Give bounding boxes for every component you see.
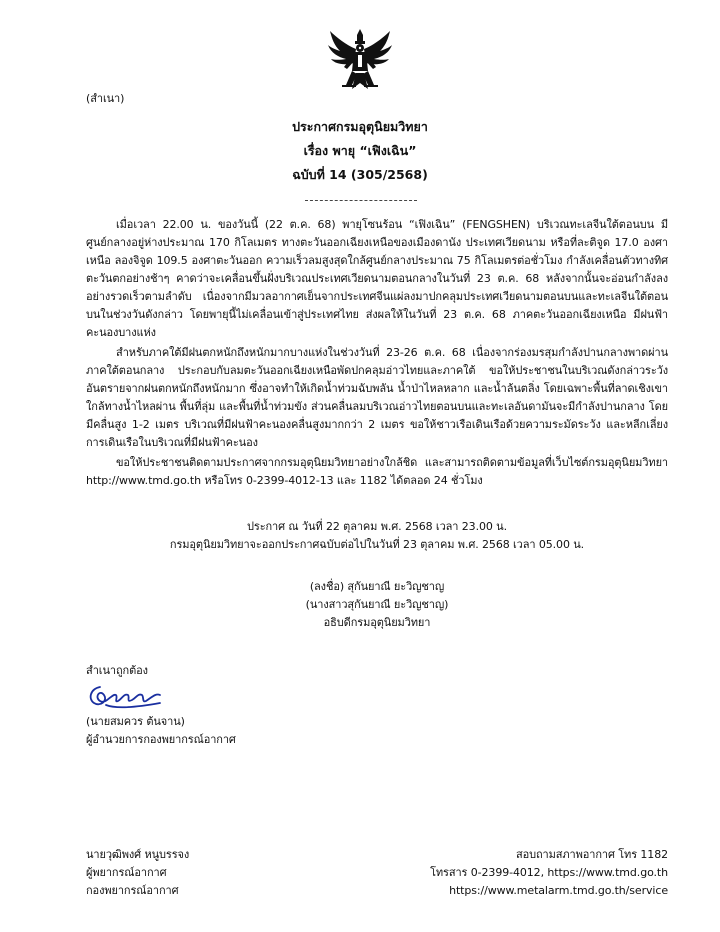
contact-fax-website: โทรสาร 0-2399-4012, https://www.tmd.go.th: [430, 866, 668, 879]
announced-date: ประกาศ ณ วันที่ 22 ตุลาคม พ.ศ. 2568 เวลา 23.00 น.: [247, 520, 507, 533]
issue-number: ฉบับที่ 14 (305/2568): [292, 167, 428, 182]
contact-service-link[interactable]: https://www.metalarm.tmd.go.th/service: [449, 884, 668, 897]
next-issue-date: กรมอุตุนิยมวิทยาจะออกประกาศฉบับต่อไปในวันที่ 23 ตุลาคม พ.ศ. 2568 เวลา 05.00 น.: [169, 538, 585, 551]
signatory-name: (นางสาวสุกันยาณี ยะวิญชาญ): [305, 598, 449, 611]
signed-by: (ลงชื่อ) สุกันยาณี ยะวิญชาญ: [309, 580, 445, 593]
forecaster-division: กองพยากรณ์อากาศ: [86, 884, 179, 897]
announcement-date-block: [86, 518, 668, 554]
signatory-block: [86, 578, 668, 632]
paragraph-follow-up: ขอให้ประชาชนติดตามประกาศจากกรมอุตุนิยมวิทยาอย่างใกล้ชิด และสามารถติดตามข้อมูลที่เว็บไซต์กรมอุตุนิยมวิทยา http://www.tmd.go.th หรือโทร 0-2399-4012-13 และ 1182 ได้ตลอด 24 ชั่วโมง: [86, 456, 668, 487]
title-block: [0, 115, 720, 187]
handwritten-signature: [86, 683, 166, 711]
footer-contact: [430, 846, 668, 900]
copy-label: (สำเนา): [86, 92, 125, 105]
signatory-position: อธิบดีกรมอุตุนิยมวิทยา: [323, 616, 431, 629]
divider: [305, 200, 417, 201]
certified-label: สำเนาถูกต้อง: [86, 664, 148, 677]
subject-line: เรื่อง พายุ “เฟิงเฉิน”: [303, 143, 417, 158]
certification-block: [86, 713, 236, 749]
garuda-emblem: [326, 27, 394, 93]
certifier-position: ผู้อำนวยการกองพยากรณ์อากาศ: [86, 733, 236, 746]
forecaster-title: ผู้พยากรณ์อากาศ: [86, 866, 167, 879]
contact-phone: สอบถามสภาพอากาศ โทร 1182: [515, 848, 668, 861]
forecaster-name: นายวุฒิพงศ์ หนูบรรจง: [86, 848, 190, 861]
paragraph-storm-info: เมื่อเวลา 22.00 น. ของวันนี้ (22 ต.ค. 68) พายุโซนร้อน “เฟิงเฉิน” (FENGSHEN) บริเวณทะเลจีนใต้ตอนบน มีศูนย์กลางอยู่ห่างประมาณ 170 กิโลเมตร ทางตะวันออกเฉียงเหนือของเมืองดานัง ประเทศเวียดนาม หรือที่ละติจูด 17.0 องศาเหนือ ลองจิจูด 109.5 องศาตะวันออก ความเร็วลมสูงสุดใกล้ศูนย์กลางประมาณ 75 กิโลเมตรต่อชั่วโมง กำลังเคลื่อนตัวทางทิศตะวันตกอย่างช้าๆ คาดว่าจะเคลื่อนขึ้นฝั่งบริเวณประเทศเวียดนามตอนกลางในวันที่ 23 ต.ค. 68 หลังจากนั้นจะอ่อนกำลังลงอย่างรวดเร็วตามลำดับ เนื่องจากมีมวลอากาศเย็นจากประเทศจีนแผ่ลงมาปกคลุมประเทศเวียดนามตอนบนและทะเลจีนใต้ตอนบนในช่วงวันดังกล่าว โดยพายุนี้ไม่เคลื่อนเข้าสู่ประเทศไทย ส่งผลให้ในวันที่ 23 ต.ค. 68 ภาคตะวันออกเฉียงเหนือ มีฝนฟ้าคะนองบางแห่ง: [86, 218, 668, 339]
footer-forecaster: [86, 846, 189, 900]
certifier-name: (นายสมควร ต้นจาน): [86, 715, 185, 728]
paragraph-south-rain: สำหรับภาคใต้มีฝนตกหนักถึงหนักมากบางแห่งในช่วงวันที่ 23-26 ต.ค. 68 เนื่องจากร่องมรสุมกำลังปานกลางพาดผ่านภาคใต้ตอนกลาง ประกอบกับลมตะวันออกเฉียงเหนือพัดปกคลุมอ่าวไทยและภาคใต้ ขอให้ประชาชนในบริเวณดังกล่าวระวังอันตรายจากฝนตกหนักถึงหนักมาก ซึ่งอาจทำให้เกิดน้ำท่วมฉับพลัน น้ำป่าไหลหลาก และน้ำล้นตลิ่ง โดยเฉพาะพื้นที่ลาดเชิงเขาใกล้ทางน้ำไหลผ่าน พื้นที่ลุ่ม และพื้นที่น้ำท่วมขัง ส่วนคลื่นลมบริเวณอ่าวไทยตอนบนและทะเลอันดามันจะมีกำลังปานกลาง โดยมีคลื่นสูง 1-2 เมตร บริเวณที่มีฝนฟ้าคะนองคลื่นสูงมากกว่า 2 เมตร ขอให้ชาวเรือเดินเรือด้วยความระมัดระวัง และหลีกเลี่ยงการเดินเรือในบริเวณที่มีฝนฟ้าคะนอง: [86, 346, 668, 449]
announcement-body: [86, 216, 668, 492]
page-title: ประกาศกรมอุตุนิยมวิทยา: [292, 119, 428, 134]
